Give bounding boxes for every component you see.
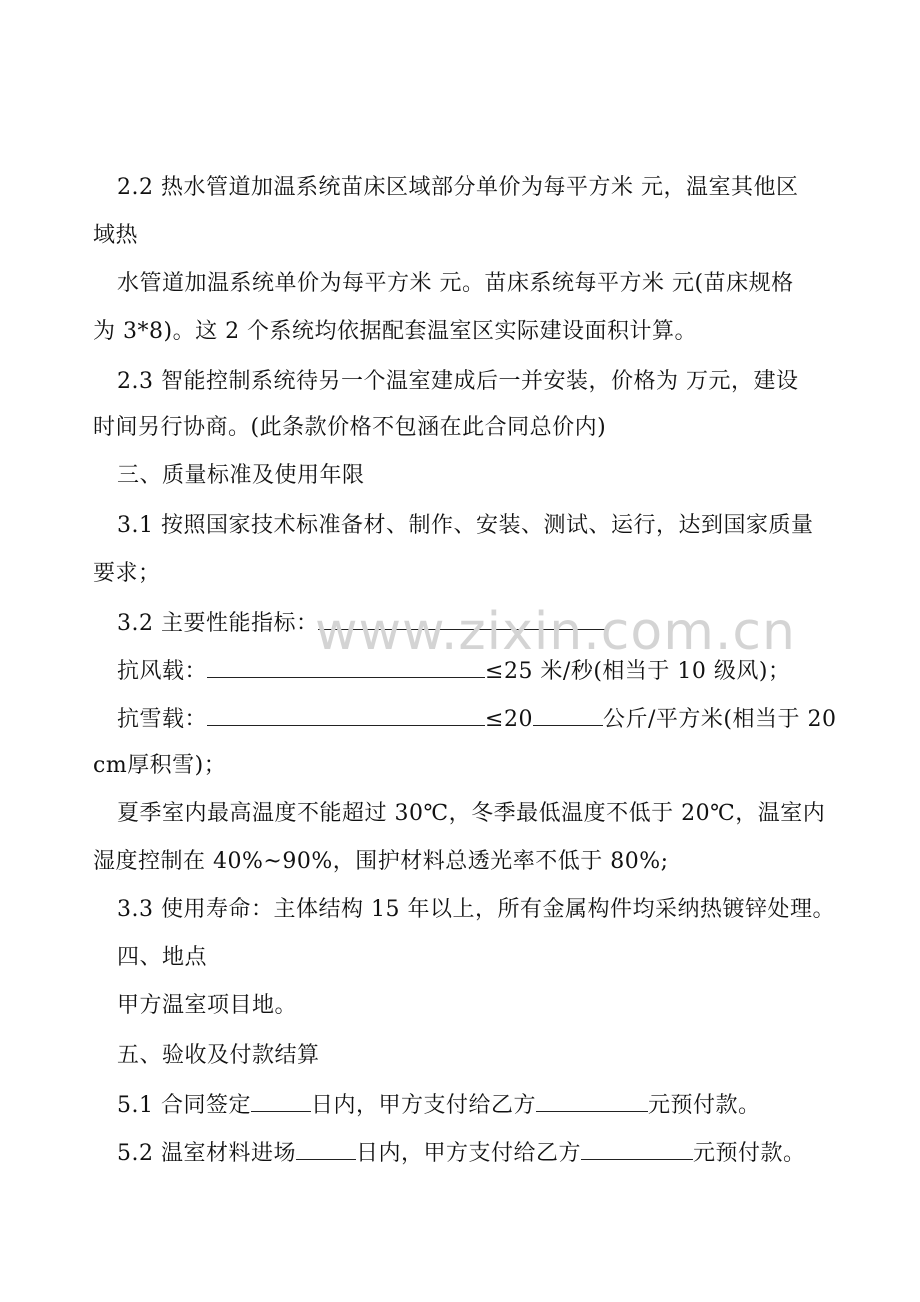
paragraph-3-3: 3.3 使用寿命：主体结构 15 年以上，所有金属构件均采纳热镀锌处理。 — [117, 897, 835, 922]
watermark: www.zixin.com.cn — [315, 602, 796, 662]
blank-field — [533, 703, 603, 726]
blank-field — [536, 1089, 648, 1112]
temperature-line-1: 夏季室内最高温度不能超过 30℃，冬季最低温度不低于 20℃，温室内 — [117, 801, 826, 826]
blank-field — [581, 1137, 693, 1160]
paragraph-2-2-line-4: 为 3*8)。这 2 个系统均依据配套温室区实际建设面积计算。 — [93, 319, 698, 344]
blank-field — [207, 655, 485, 678]
paragraph-2-2-line-1: 2.2 热水管道加温系统苗床区域部分单价为每平方米 元，温室其他区 — [117, 175, 799, 200]
paragraph-3-1-line-2: 要求； — [93, 561, 161, 586]
paragraph-2-2-line-2: 域热 — [93, 223, 139, 248]
location-text: 甲方温室项目地。 — [117, 993, 298, 1018]
paragraph-3-2-heading: 3.2 主要性能指标： — [117, 607, 920, 639]
section-4-heading: 四、地点 — [117, 945, 208, 970]
blank-field — [318, 607, 608, 630]
section-3-heading: 三、质量标准及使用年限 — [117, 463, 365, 488]
paragraph-2-3-line-1: 2.3 智能控制系统待另一个温室建成后一并安装，价格为 万元，建设 — [117, 369, 799, 394]
paragraph-2-3-line-2: 时间另行协商。(此条款价格不包涵在此合同总价内) — [93, 415, 607, 440]
snow-load-line-2: cm厚积雪)； — [93, 753, 227, 778]
paragraph-5-2: 5.2 温室材料进场 日内，甲方支付给乙方 元预付款。 — [117, 1137, 920, 1169]
snow-load-line: 抗雪载： ≤20 公斤/平方米(相当于 20 — [117, 703, 920, 735]
temperature-line-2: 湿度控制在 40%~90%，围护材料总透光率不低于 80%; — [93, 849, 669, 874]
section-5-heading: 五、验收及付款结算 — [117, 1043, 320, 1068]
paragraph-2-2-line-3: 水管道加温系统单价为每平方米 元。苗床系统每平方米 元(苗床规格 — [117, 271, 794, 296]
paragraph-5-1: 5.1 合同签定 日内，甲方支付给乙方 元预付款。 — [117, 1089, 920, 1121]
wind-load-line: 抗风载： ≤25 米/秒(相当于 10 级风)； — [117, 655, 920, 687]
paragraph-3-1-line-1: 3.1 按照国家技术标准备材、制作、安装、测试、运行，达到国家质量 — [117, 513, 814, 538]
blank-field — [207, 703, 485, 726]
blank-field — [296, 1137, 356, 1160]
blank-field — [251, 1089, 311, 1112]
